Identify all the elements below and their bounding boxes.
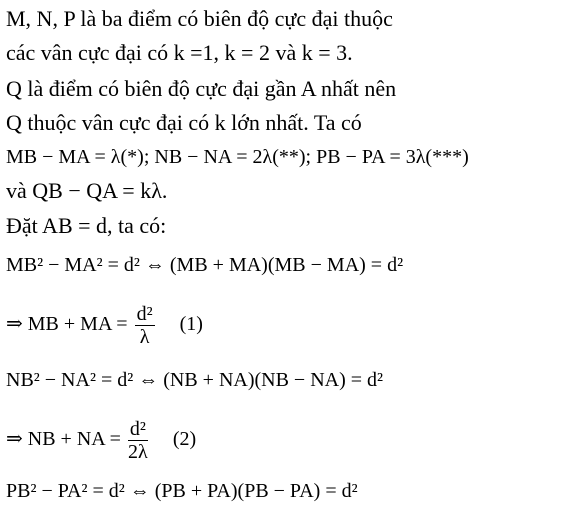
equation-2-tag: (1): [179, 313, 203, 336]
equation-4-left: ⇒ NB + NA =: [6, 428, 121, 451]
equation-4-denominator: 2λ: [128, 441, 148, 463]
text-line-5: MB − MA = λ(*); NB − NA = 2λ(**); PB − PA = 3λ(***): [6, 146, 469, 168]
equation-4-fraction: [128, 418, 148, 463]
equation-2: [6, 303, 203, 348]
equation-2-left: ⇒ MB + MA =: [6, 313, 128, 336]
text-line-2: các vân cực đại có k =1, k = 2 và k = 3.: [6, 40, 353, 65]
text-line-4: Q thuộc vân cực đại có k lớn nhất. Ta có: [6, 110, 362, 135]
text-line-1: M, N, P là ba điểm có biên độ cực đại thuộc: [6, 6, 393, 31]
equation-4-numerator: d²: [129, 418, 146, 440]
text-line-3: Q là điểm có biên độ cực đại gần A nhất nên: [6, 76, 397, 101]
equation-2-denominator: λ: [139, 326, 150, 348]
text-line-7: Đặt AB = d, ta có:: [6, 213, 167, 238]
equation-1: MB² − MA² = d² ⇔ (MB + MA)(MB − MA) = d²: [6, 254, 404, 276]
equation-4-tag: (2): [172, 428, 197, 451]
equation-4: [6, 418, 196, 463]
equation-3: NB² − NA² = d² ⇔ (NB + NA)(NB − NA) = d²: [6, 369, 384, 391]
equation-2-numerator: d²: [136, 303, 153, 325]
equation-5: PB² − PA² = d² ⇔ (PB + PA)(PB − PA) = d²: [6, 480, 358, 502]
text-line-6: và QB − QA = kλ.: [6, 178, 168, 203]
equation-2-fraction: [135, 303, 155, 348]
